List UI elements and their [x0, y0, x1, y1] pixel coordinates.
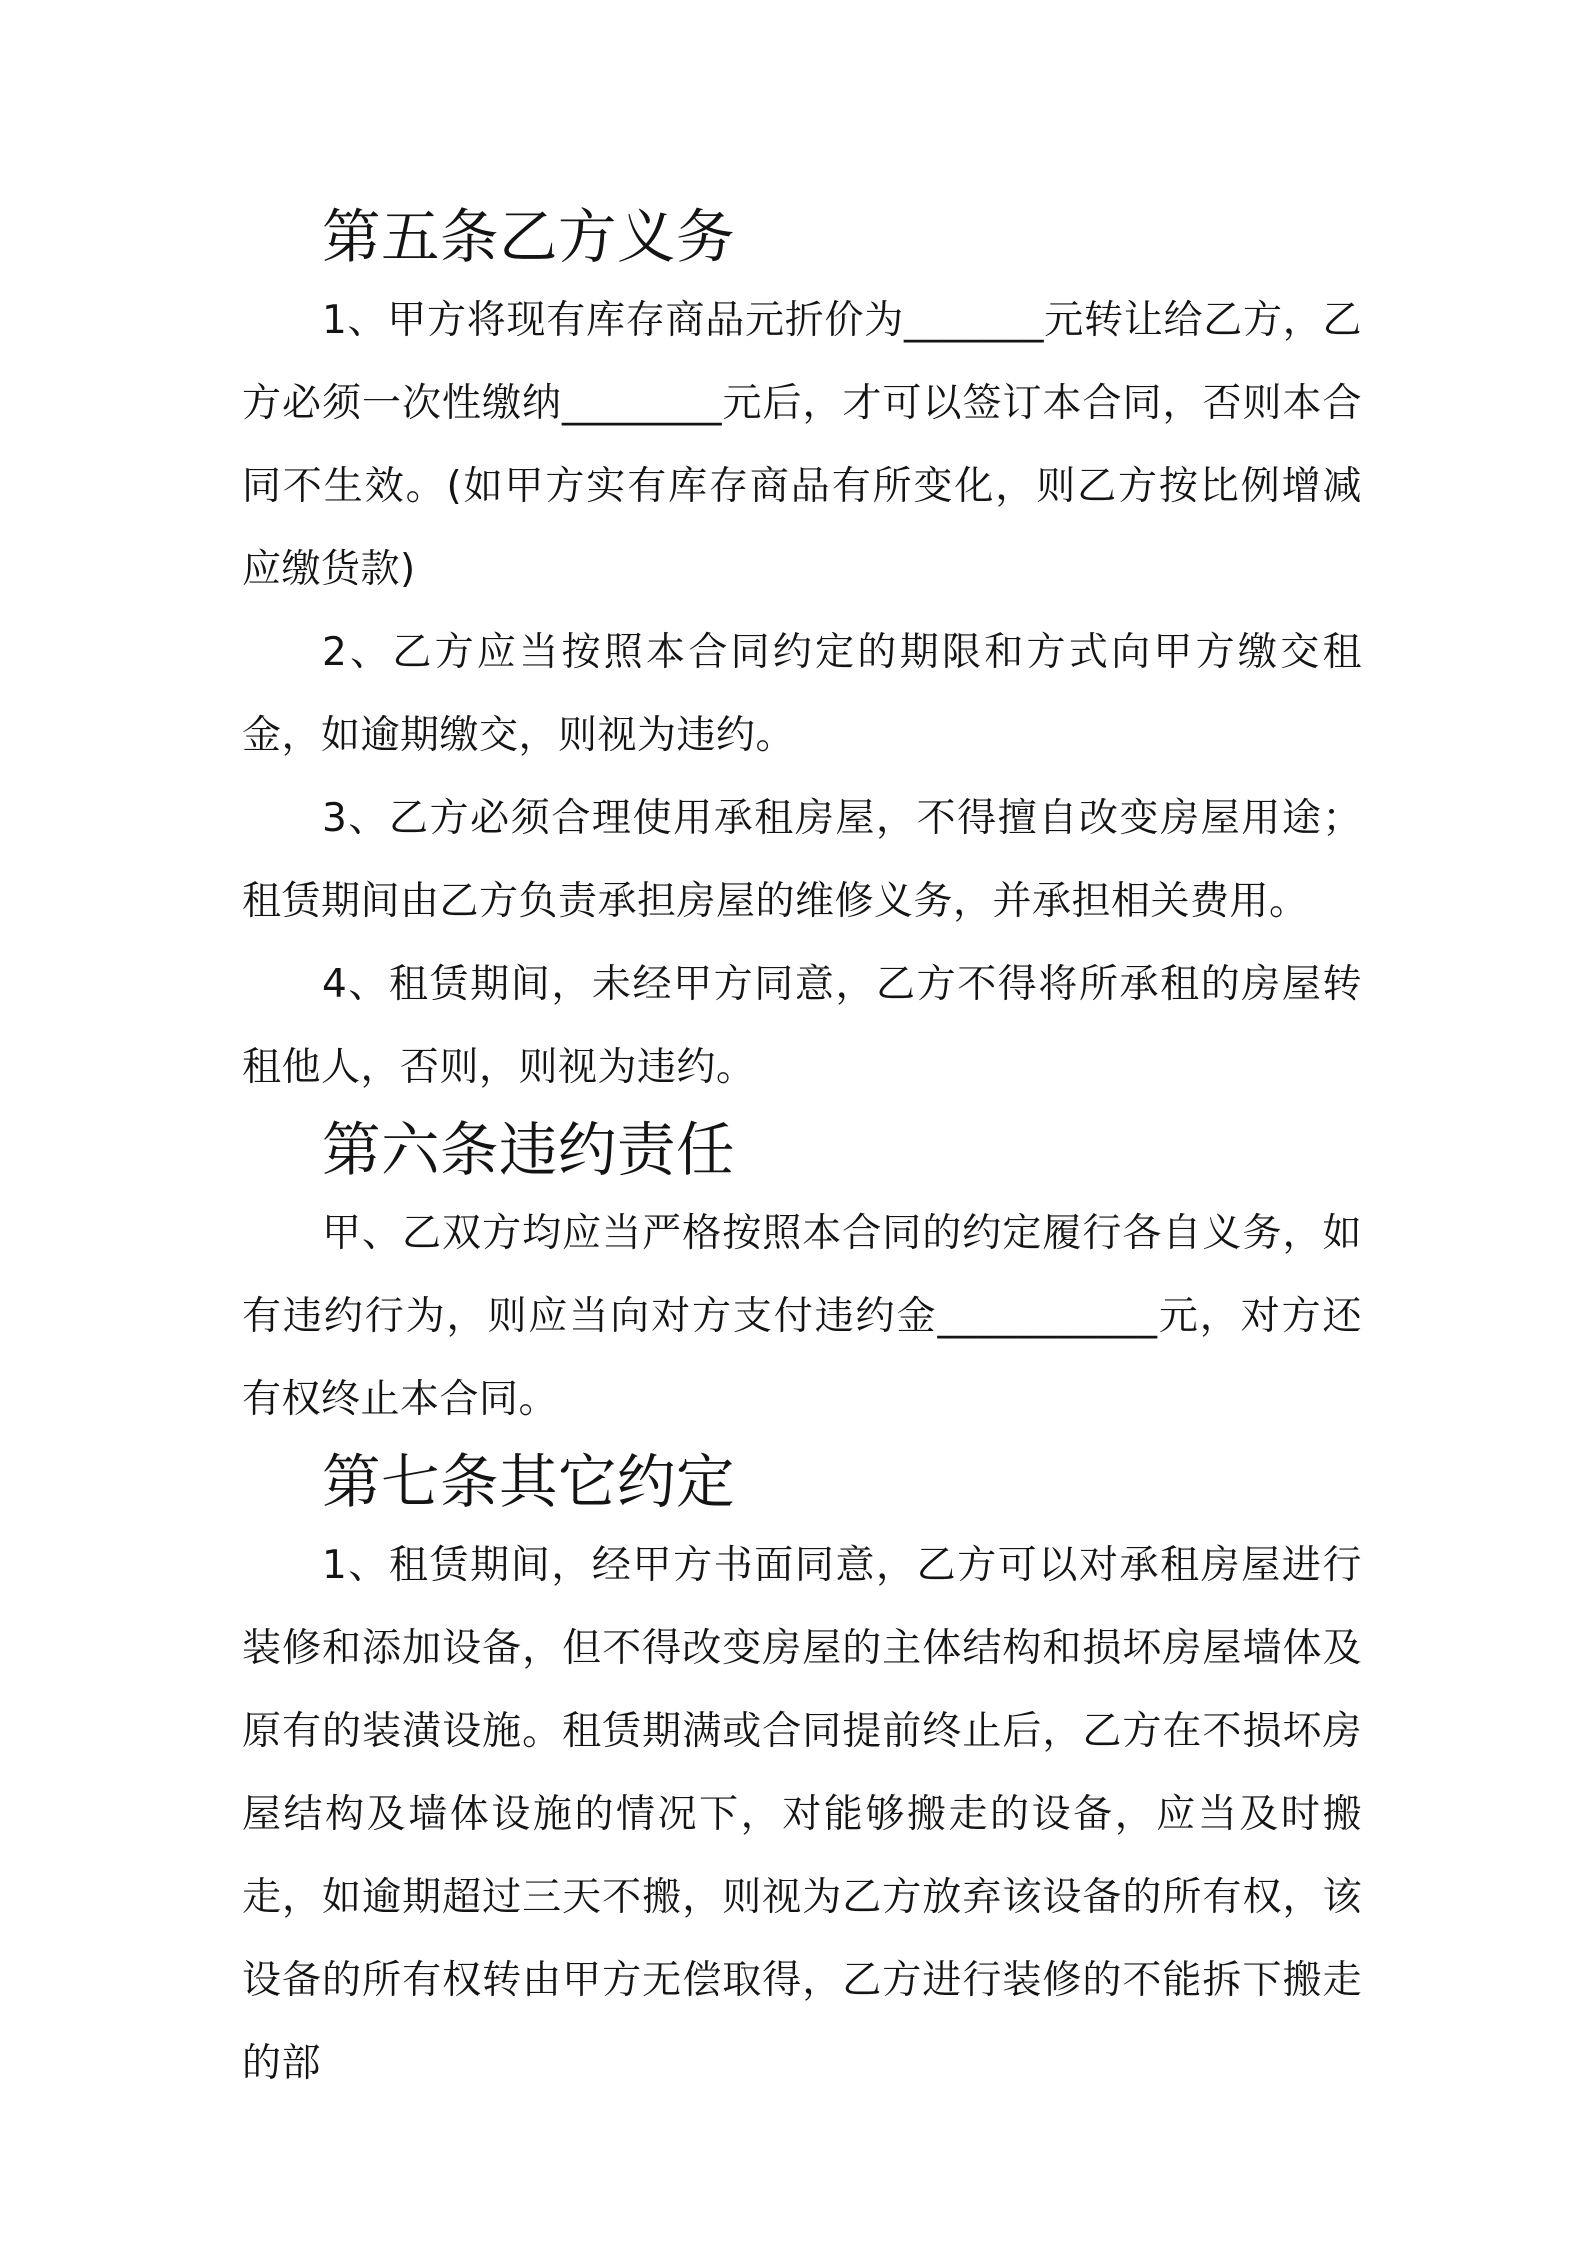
paragraph-article-5-item-3: 3、乙方必须合理使用承租房屋，不得擅自改变房屋用途；租赁期间由乙方负责承担房屋的维修义务，并承担相关费用。 [242, 796, 1362, 924]
paragraph-article-6: 甲、乙双方均应当严格按照本合同的约定履行各自义务，如有违约行为，则应当向对方支付违约金___________元，对方还有权终止本合同。 [242, 1211, 1362, 1422]
document-body [242, 196, 1362, 2105]
section-heading-article-7: 第七条其它约定 [322, 1448, 736, 1516]
paragraph-article-7-item-1: 1、租赁期间，经甲方书面同意，乙方可以对承租房屋进行装修和添加设备，但不得改变房屋的主体结构和损坏房屋墙体及原有的装潢设施。租赁期满或合同提前终止后，乙方在不损坏房屋结构及墙体设施的情况下，对能够搬走的设备，应当及时搬走，如逾期超过三天不搬，则视为乙方放弃该设备的所有权，该设备的所有权转由甲方无偿取得，乙方进行装修的不能拆下搬走的部 [242, 1543, 1362, 2086]
section-heading-article-5: 第五条乙方义务 [322, 203, 736, 271]
paragraph-article-5-item-2: 2、乙方应当按照本合同约定的期限和方式向甲方缴交租金，如逾期缴交，则视为违约。 [242, 630, 1362, 758]
paragraph-article-5-item-4: 4、租赁期间，未经甲方同意，乙方不得将所承租的房屋转租他人，否则，则视为违约。 [242, 962, 1362, 1090]
section-heading-article-6: 第六条违约责任 [322, 1116, 736, 1184]
paragraph-article-5-item-1: 1、甲方将现有库存商品元折价为_______元转让给乙方，乙方必须一次性缴纳________元后，才可以签订本合同，否则本合同不生效。(如甲方实有库存商品有所变化，则乙方按比例增减应缴货款) [242, 298, 1362, 592]
